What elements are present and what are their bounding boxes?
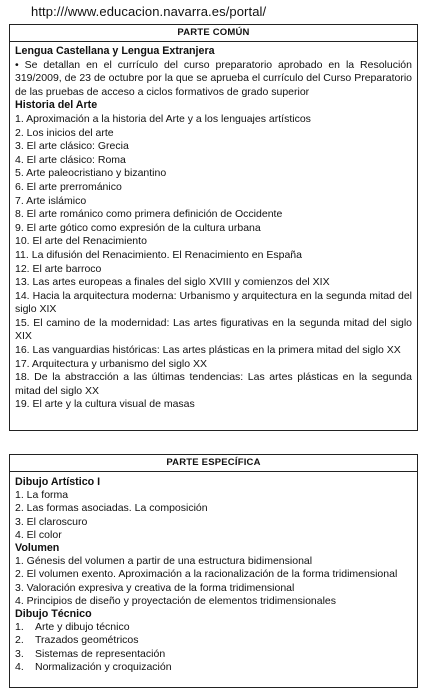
historia-title: Historia del Arte bbox=[15, 99, 98, 112]
item-text: Normalización y croquización bbox=[35, 660, 172, 673]
list-item: 13. Las artes europeas a finales del siglo XVIII y comienzos del XIX bbox=[15, 276, 330, 289]
list-item: 8. El arte románico como primera definición de Occidente bbox=[15, 208, 283, 221]
list-item: 1. Génesis del volumen a partir de una estructura bidimensional bbox=[15, 555, 313, 568]
list-item bbox=[15, 648, 412, 661]
list-item: 6. El arte prerrománico bbox=[15, 180, 122, 193]
parte-especifica-table bbox=[9, 454, 418, 688]
list-item: 16. Las vanguardias históricas: Las artes plásticas en la primera mitad del siglo XX bbox=[15, 344, 401, 357]
list-item: 3. El claroscuro bbox=[15, 515, 88, 528]
list-item: 5. Arte paleocristiano y bizantino bbox=[15, 167, 167, 180]
item-text: Trazados geométricos bbox=[35, 634, 139, 647]
item-number: 1. bbox=[15, 621, 24, 634]
list-item: 19. El arte y la cultura visual de masas bbox=[15, 398, 195, 411]
list-item: 10. El arte del Renacimiento bbox=[15, 235, 147, 248]
list-item bbox=[15, 661, 412, 674]
list-item: 4. El arte clásico: Roma bbox=[15, 153, 126, 166]
item-text: Sistemas de representación bbox=[35, 647, 166, 660]
list-item bbox=[15, 621, 412, 634]
dibujo-tecnico-title: Dibujo Técnico bbox=[15, 608, 92, 621]
volumen-title: Volumen bbox=[15, 542, 60, 555]
list-item: 14. Hacia la arquitectura moderna: Urbanismo y arquitectura en la segunda mitad del siglo XIX bbox=[15, 289, 412, 316]
list-item: 1. La forma bbox=[15, 489, 69, 502]
lengua-text: • Se detallan en el currículo del curso preparatorio aprobado en la Resolución 319/2009, de 23 de octubre por la que se aprueba el currículo del Curso Preparatorio de las pruebas de acceso a ciclos formativos de grado superior bbox=[15, 58, 412, 98]
list-item: 18. De la abstracción a las últimas tendencias: Las artes plásticas en la segunda mitad del siglo XX bbox=[15, 371, 412, 397]
list-item: 15. El camino de la modernidad: Las artes figurativas en la segunda mitad del siglo XIX bbox=[15, 316, 412, 343]
list-item: 7. Arte islámico bbox=[15, 194, 87, 207]
list-item: 1. Aproximación a la historia del Arte y a los lenguajes artísticos bbox=[15, 112, 311, 125]
item-number: 4. bbox=[15, 660, 24, 673]
source-url: http:///www.educacion.navarra.es/portal/ bbox=[31, 4, 267, 19]
list-item bbox=[15, 634, 412, 647]
parte-comun-header: PARTE COMÚN bbox=[10, 25, 417, 42]
list-item: 9. El arte gótico como expresión de la cultura urbana bbox=[15, 221, 261, 234]
dibujo-artistico-title: Dibujo Artístico I bbox=[15, 476, 101, 488]
list-item: 2. Las formas asociadas. La composición bbox=[15, 502, 208, 515]
list-item: 17. Arquitectura y urbanismo del siglo XX bbox=[15, 357, 208, 370]
item-number: 2. bbox=[15, 634, 24, 647]
item-text: Arte y dibujo técnico bbox=[35, 621, 130, 634]
list-item: 4. Principios de diseño y proyectación de elementos tridimensionales bbox=[15, 594, 337, 607]
list-item: 12. El arte barroco bbox=[15, 262, 102, 275]
parte-comun-table bbox=[9, 24, 418, 431]
list-item: 2. El volumen exento. Aproximación a la racionalización de la forma tridimensional bbox=[15, 568, 398, 581]
list-item: 4. El color bbox=[15, 528, 62, 541]
list-item: 3. Valoración expresiva y creativa de la forma tridimensional bbox=[15, 581, 295, 594]
list-item: 11. La difusión del Renacimiento. El Renacimiento en España bbox=[15, 248, 302, 261]
list-item: 3. El arte clásico: Grecia bbox=[15, 140, 129, 153]
lengua-title: Lengua Castellana y Lengua Extranjera bbox=[15, 45, 215, 57]
item-number: 3. bbox=[15, 647, 24, 660]
list-item: 2. Los inicios del arte bbox=[15, 126, 114, 139]
parte-especifica-header: PARTE ESPECÍFICA bbox=[10, 455, 417, 472]
